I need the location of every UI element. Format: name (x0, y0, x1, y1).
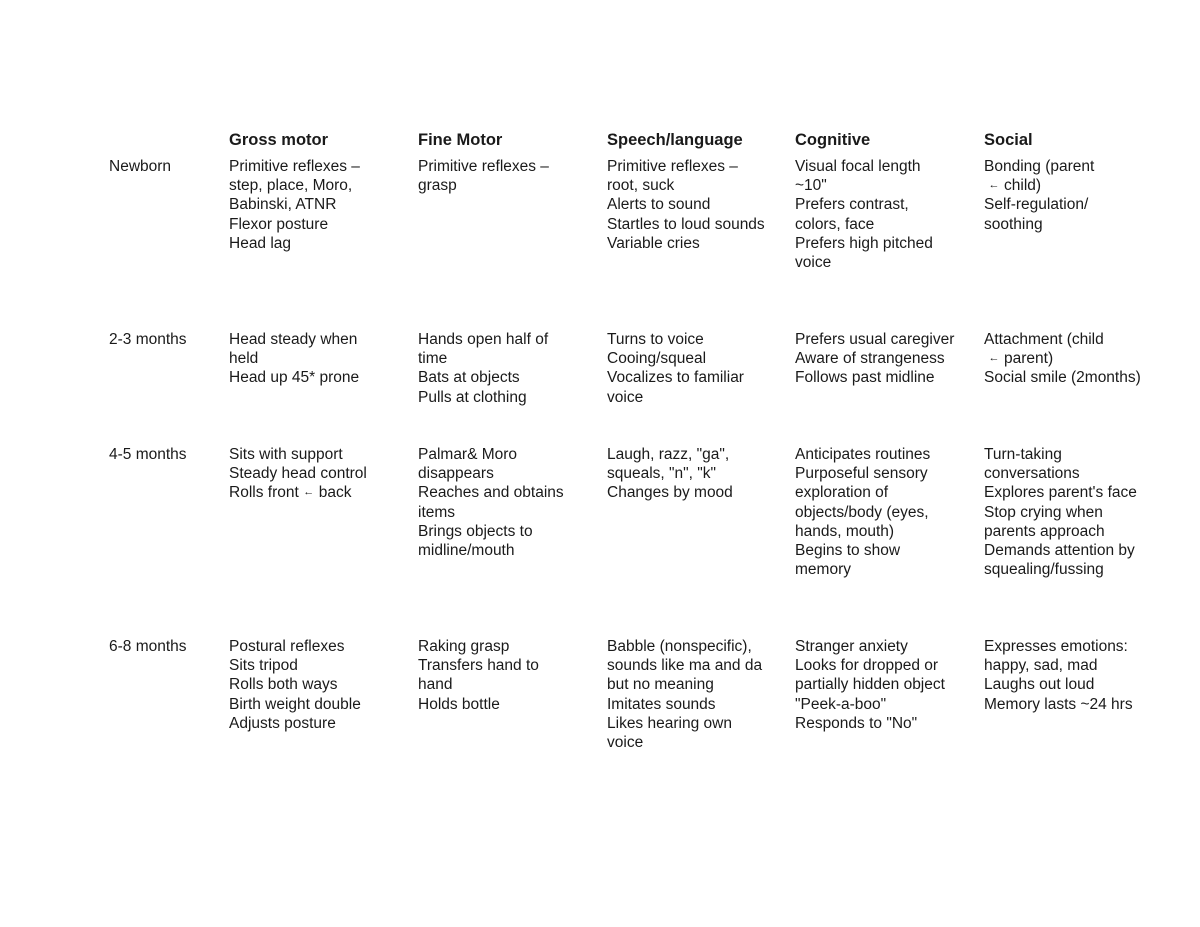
table-cell (229, 330, 359, 388)
cell-line: Social smile (2months) (984, 369, 1141, 387)
cell-line: Changes by mood (607, 484, 733, 502)
cell-line: objects/body (eyes, (795, 503, 929, 521)
cell-line: Demands attention by (984, 542, 1135, 560)
cell-line: Explores parent's face (984, 484, 1137, 502)
cell-line: Prefers contrast, (795, 196, 909, 214)
left-arrow-icon: ← (303, 486, 315, 499)
table-cell (984, 445, 1137, 579)
cell-line: Variable cries (607, 234, 700, 252)
cell-line: Visual focal length (795, 158, 921, 175)
cell-line: Stop crying when (984, 503, 1103, 521)
table-cell (795, 445, 930, 579)
cell-line: memory (795, 561, 851, 579)
cell-line: Bonding (parent (984, 158, 1095, 175)
cell-line: Laugh, razz, "ga", (607, 446, 730, 463)
cell-line: "Peek-a-boo" (795, 695, 887, 713)
cell-line: disappears (418, 465, 494, 483)
header-gross-motor: Gross motor (229, 131, 329, 149)
cell-line: Head steady when (229, 331, 358, 348)
cell-line: ← parent) (984, 349, 1141, 368)
cell-line: Birth weight double (229, 695, 361, 713)
table-cell (229, 637, 361, 733)
cell-line: Adjusts posture (229, 714, 336, 732)
table-cell (607, 157, 765, 253)
cell-line: happy, sad, mad (984, 657, 1098, 675)
cell-line: Imitates sounds (607, 695, 716, 713)
cell-line: voice (795, 254, 832, 272)
cell-line: Begins to show (795, 542, 901, 560)
cell-line: root, suck (607, 177, 675, 195)
cell-line: Looks for dropped or (795, 657, 939, 675)
cell-line: Head lag (229, 234, 292, 252)
cell-line: Follows past midline (795, 369, 935, 387)
cell-line: Bats at objects (418, 369, 520, 387)
table-cell (795, 330, 954, 388)
cell-line: Primitive reflexes – (607, 158, 738, 175)
cell-line: Babble (nonspecific), (607, 638, 752, 655)
cell-line: Anticipates routines (795, 446, 931, 463)
cell-line: Rolls both ways (229, 676, 338, 694)
cell-line: Reaches and obtains (418, 484, 564, 502)
header-speech-language: Speech/language (607, 131, 743, 149)
cell-line: parents approach (984, 522, 1105, 540)
table-cell (229, 445, 367, 503)
cell-line: squeals, "n", "k" (607, 465, 717, 483)
cell-line: squealing/fussing (984, 561, 1104, 579)
cell-line: Laughs out loud (984, 676, 1095, 694)
cell-line: ~10" (795, 177, 827, 195)
cell-line: Brings objects to (418, 522, 533, 540)
cell-line: Hands open half of (418, 331, 549, 348)
cell-line: Flexor posture (229, 215, 329, 233)
table-cell (795, 637, 945, 733)
cell-line: Startles to loud sounds (607, 215, 765, 233)
cell-line: hands, mouth) (795, 522, 895, 540)
cell-line: Babinski, ATNR (229, 196, 337, 214)
cell-line: Primitive reflexes – (418, 158, 549, 175)
row-label: 4-5 months (109, 446, 187, 463)
cell-line: Steady head control (229, 465, 367, 483)
cell-line: Vocalizes to familiar (607, 369, 744, 387)
cell-line: Stranger anxiety (795, 638, 908, 655)
cell-line: Turns to voice (607, 331, 704, 348)
cell-line: Prefers high pitched (795, 234, 933, 252)
row-label: 2-3 months (109, 331, 187, 348)
left-arrow-icon: ← (988, 352, 1000, 365)
table-cell (607, 445, 733, 503)
cell-line: grasp (418, 177, 457, 195)
cell-line: Transfers hand to (418, 657, 539, 675)
cell-line: Pulls at clothing (418, 388, 527, 406)
cell-line: voice (607, 388, 644, 406)
cell-line: Purposeful sensory (795, 465, 928, 483)
table-cell (418, 637, 539, 714)
cell-line: time (418, 350, 448, 368)
row-label: 6-8 months (109, 638, 187, 655)
cell-line: colors, face (795, 215, 875, 233)
cell-line: Sits tripod (229, 657, 298, 675)
cell-line: Alerts to sound (607, 196, 711, 214)
cell-line: midline/mouth (418, 542, 515, 560)
cell-line: Sits with support (229, 446, 343, 463)
cell-line: Expresses emotions: (984, 638, 1128, 655)
cell-line: Memory lasts ~24 hrs (984, 695, 1133, 713)
cell-line: items (418, 503, 456, 521)
cell-line: Head up 45* prone (229, 369, 360, 387)
cell-line: step, place, Moro, (229, 177, 353, 195)
cell-line: hand (418, 676, 453, 694)
header-social: Social (984, 131, 1033, 149)
table-cell (607, 330, 744, 407)
cell-line: Prefers usual caregiver (795, 331, 955, 348)
cell-line: but no meaning (607, 676, 714, 694)
cell-line: held (229, 350, 259, 368)
table-cell (418, 157, 549, 195)
cell-line: conversations (984, 465, 1080, 483)
cell-line: Aware of strangeness (795, 350, 945, 368)
table-cell (418, 330, 548, 407)
cell-line: Postural reflexes (229, 638, 345, 655)
cell-line: Attachment (child (984, 331, 1104, 348)
table-cell (418, 445, 564, 560)
cell-line: ← child) (984, 176, 1094, 195)
header-cognitive: Cognitive (795, 131, 871, 149)
cell-line: Cooing/squeal (607, 350, 707, 368)
cell-line: Holds bottle (418, 695, 500, 713)
cell-line: voice (607, 734, 644, 752)
table-cell (795, 157, 933, 272)
cell-line: Self-regulation/ (984, 196, 1089, 214)
cell-line: Rolls front ← back (229, 484, 352, 502)
cell-line: soothing (984, 215, 1043, 233)
cell-line: Palmar& Moro (418, 446, 518, 463)
table-cell (607, 637, 762, 752)
cell-line: Primitive reflexes – (229, 158, 360, 175)
row-label: Newborn (109, 158, 172, 175)
table-cell (229, 157, 360, 253)
table-cell (984, 157, 1094, 234)
table-cell (984, 637, 1133, 714)
cell-line: partially hidden object (795, 676, 945, 694)
cell-line: Responds to "No" (795, 714, 918, 732)
header-fine-motor: Fine Motor (418, 131, 503, 149)
cell-line: sounds like ma and da (607, 657, 763, 675)
cell-line: Turn-taking (984, 446, 1062, 463)
cell-line: Raking grasp (418, 638, 510, 655)
cell-line: exploration of (795, 484, 889, 502)
cell-line: Likes hearing own (607, 714, 732, 732)
table-cell (984, 330, 1141, 388)
left-arrow-icon: ← (988, 179, 1000, 192)
